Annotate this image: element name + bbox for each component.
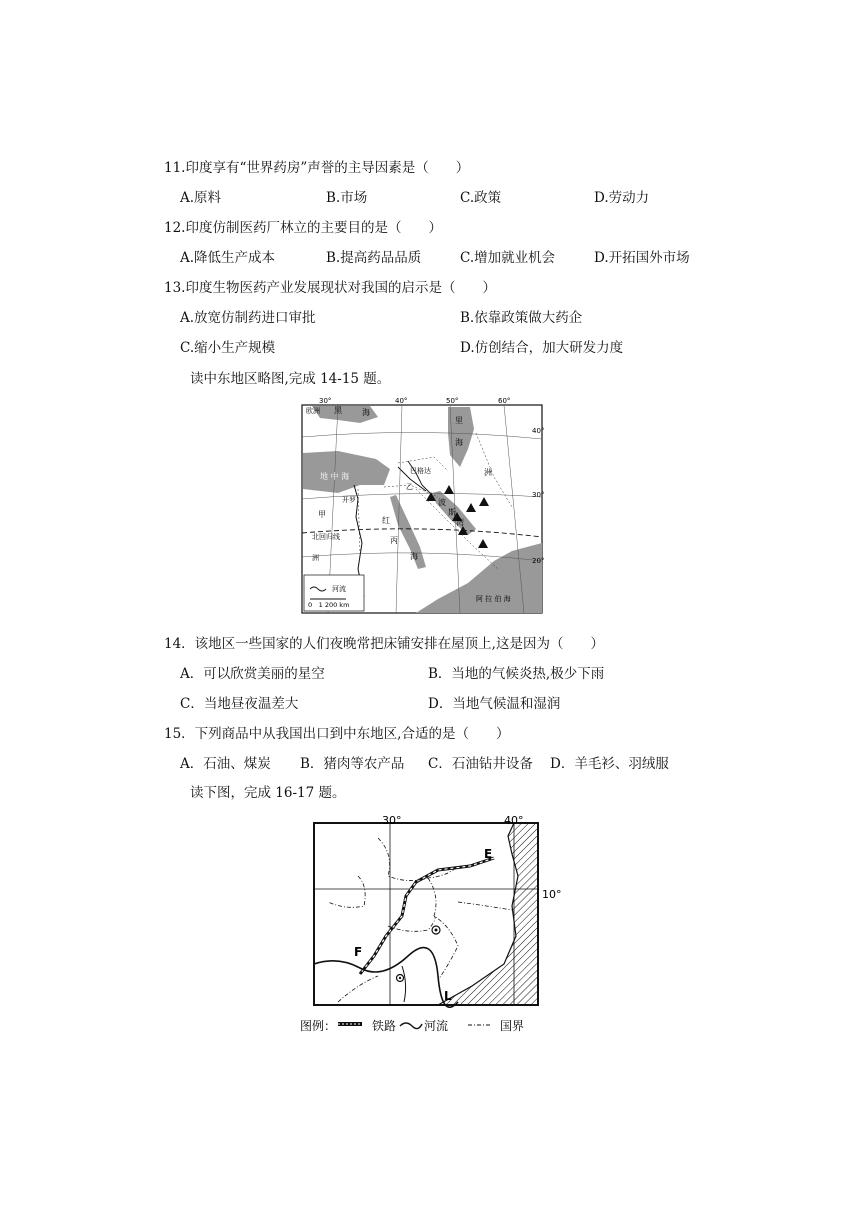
label-jia: 甲 — [318, 510, 326, 519]
q12-stem: 12.印度仿制医药厂林立的主要目的是（ ） — [164, 220, 442, 236]
label-baghdad: 巴格达 — [410, 467, 431, 475]
middle-east-map — [298, 393, 548, 618]
q13-stem: 13.印度生物医药产业发展现状对我国的启示是（ ） — [164, 280, 496, 296]
map2-legend-river: 河流 — [424, 1019, 449, 1033]
point-e: E — [484, 847, 493, 861]
lat-label-20: 20° — [532, 557, 545, 565]
label-caspian-1: 里 — [455, 416, 463, 425]
q13-option-d: D.仿创结合，加大研发力度 — [460, 340, 624, 356]
lon-label-60: 60° — [498, 397, 511, 405]
label-red-1: 红 — [382, 516, 390, 525]
q11-option-a: A.原料 — [180, 190, 222, 206]
point-l: L — [444, 989, 452, 1003]
q15-stem: 15．下列商品中从我国出口到中东地区,合适的是（ ） — [164, 726, 510, 742]
map2-lat-10: 10° — [542, 888, 562, 901]
point-f: F — [354, 945, 363, 959]
intro-14-15: 读中东地区略图,完成 14-15 题。 — [190, 371, 391, 387]
q13-option-a: A.放宽仿制药进口审批 — [180, 310, 316, 326]
q15-option-c: C．石油钻井设备 — [428, 756, 533, 772]
q11-option-d: D.劳动力 — [594, 190, 650, 206]
q15-option-d: D．羊毛衫、羽绒服 — [550, 756, 669, 772]
legend-scale: 0 1 200 km — [308, 601, 350, 609]
map2-lon-30: 30° — [382, 814, 402, 827]
label-persian-3: 湾 — [456, 518, 464, 527]
q11-stem: 11.印度享有“世界药房”声誉的主导因素是（ ） — [164, 160, 470, 176]
q15-option-b: B．猪肉等农产品 — [300, 756, 405, 772]
label-cairo: 开罗 — [342, 496, 356, 504]
map2-lon-40: 40° — [504, 814, 524, 827]
q13-option-c: C.缩小生产规模 — [180, 340, 276, 356]
q11-option-b: B.市场 — [326, 190, 368, 206]
label-yi: 乙 — [406, 483, 413, 491]
label-red-2: 海 — [410, 552, 418, 561]
map2-legend-rail: 铁路 — [372, 1019, 397, 1033]
label-arabian-sea: 阿 拉 伯 海 — [476, 595, 511, 603]
q12-option-d: D.开拓国外市场 — [594, 250, 690, 266]
lon-label-40: 40° — [395, 397, 408, 405]
map2-legend-border: 国界 — [500, 1019, 525, 1033]
label-europe: 欧洲 — [306, 407, 320, 415]
label-persian-2: 斯 — [448, 508, 456, 517]
label-mediterranean: 地 中 海 — [320, 472, 350, 481]
q12-option-b: B.提高药品品质 — [326, 250, 422, 266]
q14-option-b: B．当地的气候炎热,极少下雨 — [428, 666, 605, 682]
east-africa-map — [298, 806, 568, 1042]
q13-option-b: B.依靠政策做大药企 — [460, 310, 583, 326]
q12-option-a: A.降低生产成本 — [180, 250, 276, 266]
q12-option-c: C.增加就业机会 — [460, 250, 556, 266]
map2-legend-title: 图例： — [300, 1019, 337, 1033]
label-asia: 洲 — [484, 468, 492, 477]
label-black-sea-2: 海 — [362, 408, 370, 417]
legend-river: 河流 — [332, 585, 346, 593]
label-zhou: 洲 — [312, 554, 319, 562]
label-caspian-2: 海 — [455, 438, 463, 447]
intro-16-17: 读下图，完成 16-17 题。 — [190, 785, 346, 801]
label-tropic: 北回归线 — [312, 533, 340, 541]
lon-label-50: 50° — [446, 397, 459, 405]
q15-option-a: A．石油、煤炭 — [180, 756, 271, 772]
q14-stem: 14．该地区一些国家的人们夜晚常把床铺安排在屋顶上,这是因为（ ） — [164, 636, 604, 652]
q14-option-c: C．当地昼夜温差大 — [180, 696, 299, 712]
q11-option-c: C.政策 — [460, 190, 502, 206]
lon-label-30: 30° — [319, 397, 332, 405]
q14-option-a: A．可以欣赏美丽的星空 — [180, 666, 325, 682]
lat-label-40: 40° — [532, 427, 545, 435]
q14-option-d: D．当地气候温和湿润 — [428, 696, 561, 712]
lat-label-30: 30° — [532, 491, 545, 499]
label-bing: 丙 — [390, 536, 398, 545]
label-persian-1: 波 — [438, 498, 446, 507]
label-black-sea: 黑 — [334, 406, 342, 415]
